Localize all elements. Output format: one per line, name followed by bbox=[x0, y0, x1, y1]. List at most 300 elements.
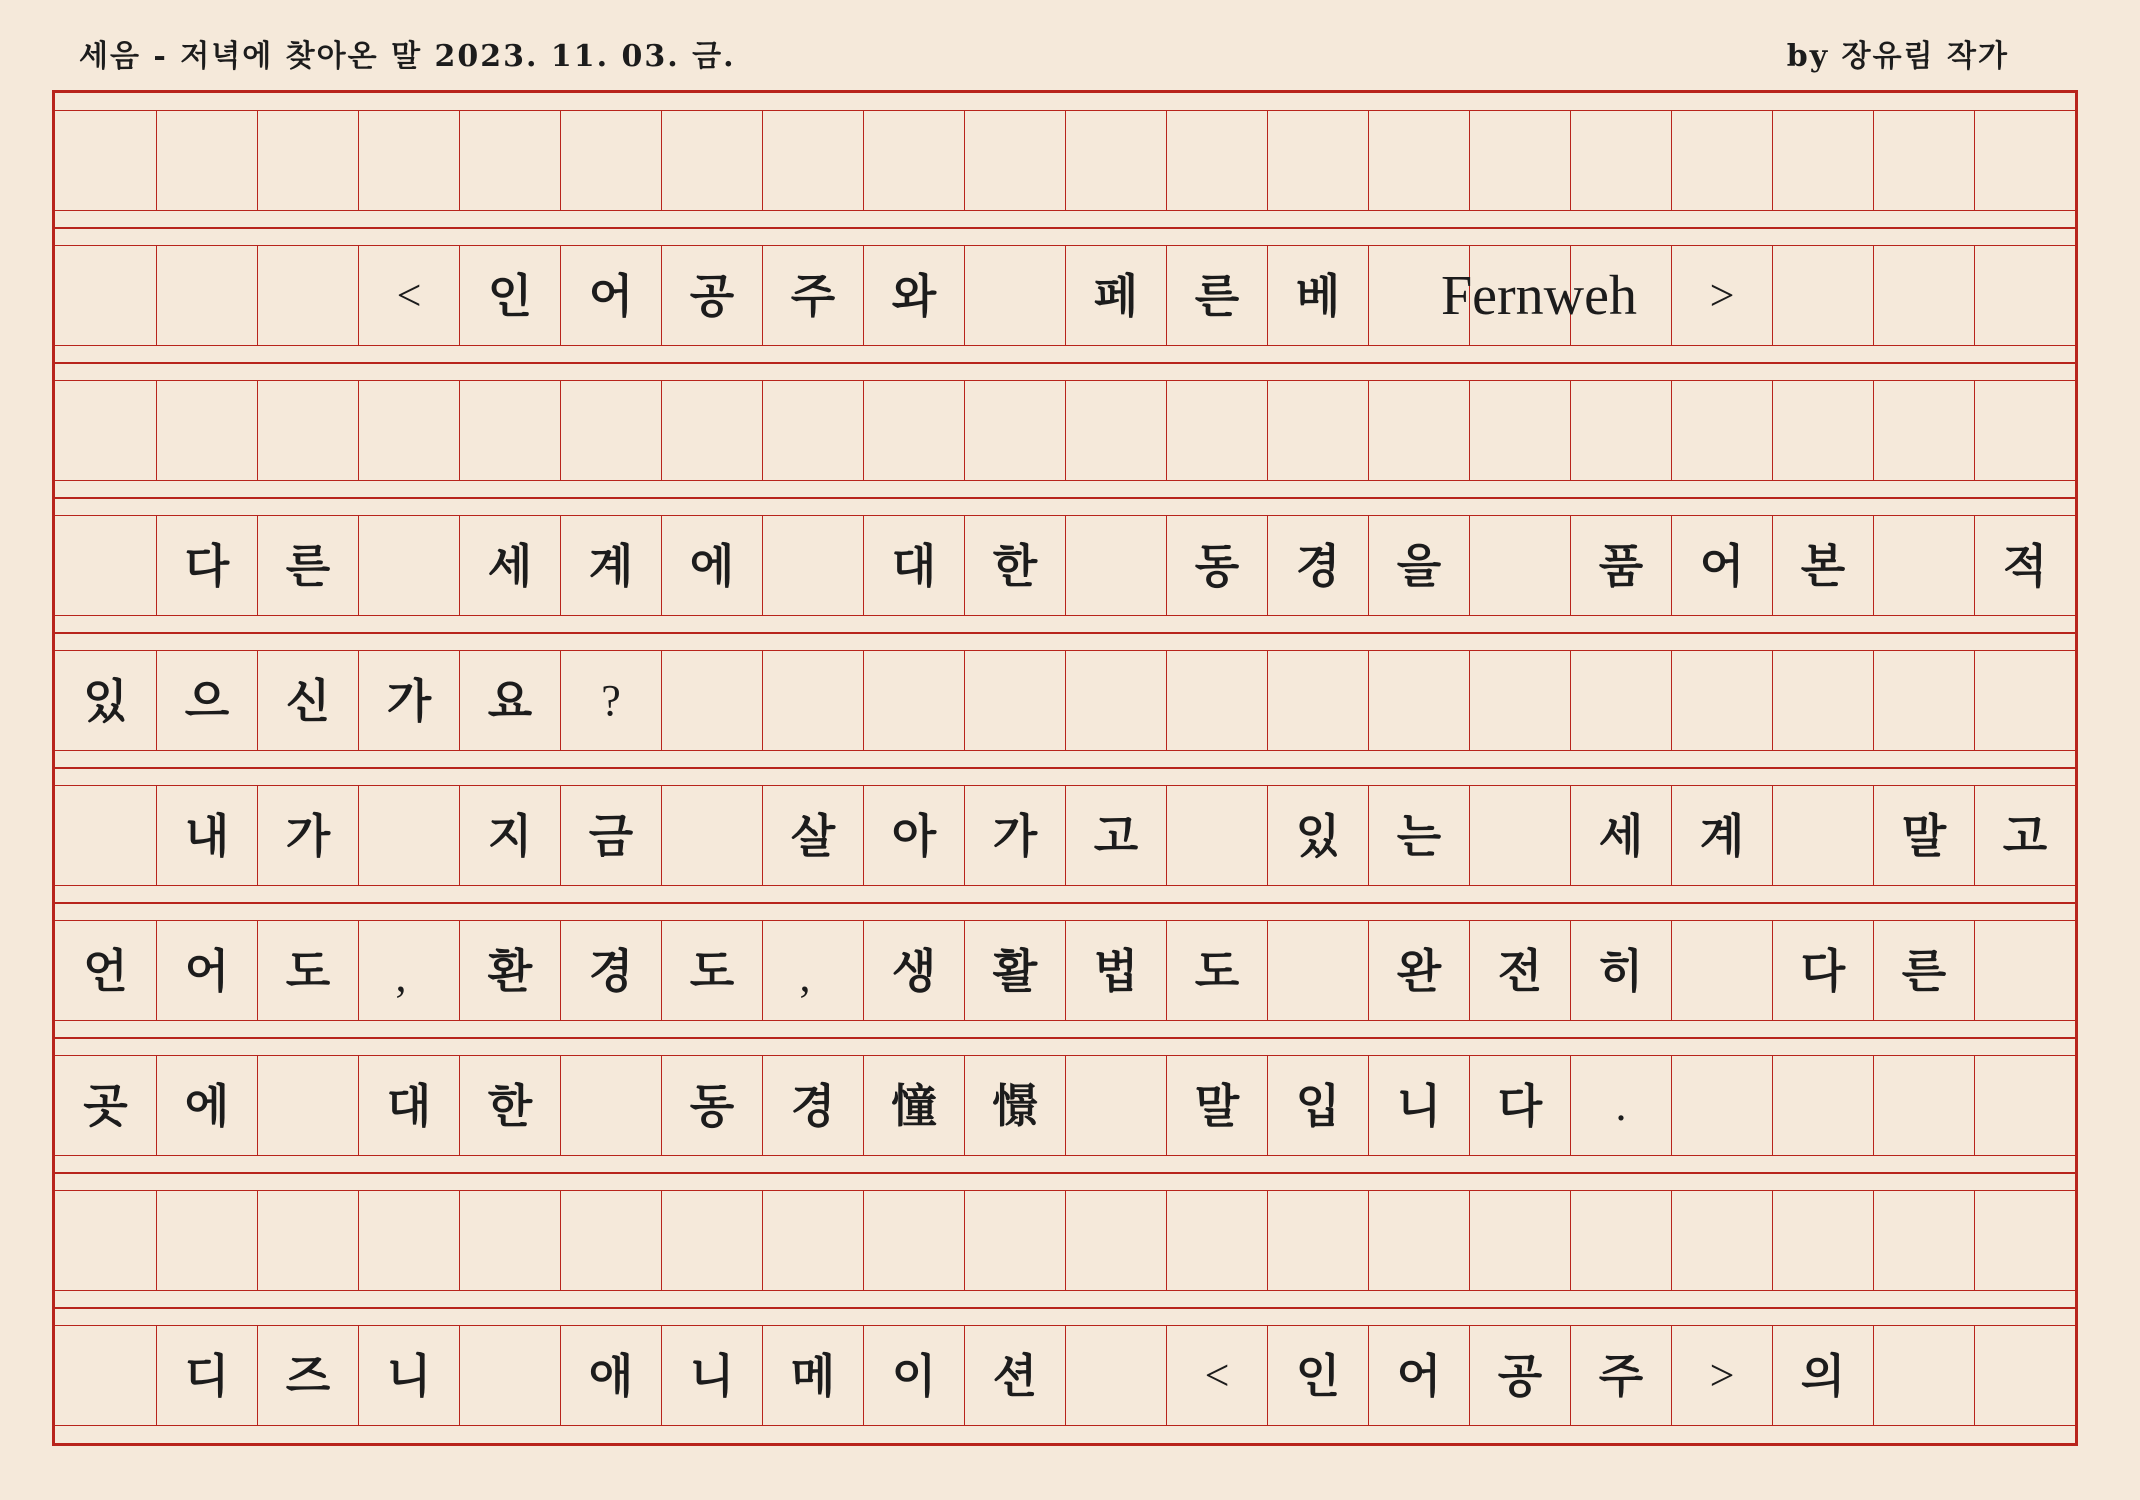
empty-manuscript-cell bbox=[863, 111, 964, 210]
cell-character: 와 bbox=[891, 268, 937, 323]
empty-manuscript-cell bbox=[1873, 246, 1974, 345]
manuscript-cell bbox=[257, 786, 358, 885]
manuscript-cell bbox=[459, 651, 560, 750]
manuscript-cell bbox=[661, 246, 762, 345]
empty-manuscript-cell bbox=[55, 246, 156, 345]
cell-character: 공 bbox=[689, 268, 735, 323]
empty-manuscript-cell bbox=[560, 381, 661, 480]
empty-manuscript-cell bbox=[55, 1326, 156, 1425]
manuscript-cell bbox=[863, 516, 964, 615]
empty-manuscript-cell bbox=[1974, 381, 2075, 480]
empty-manuscript-cell bbox=[1570, 381, 1671, 480]
manuscript-cell bbox=[257, 516, 358, 615]
manuscript-cell bbox=[762, 246, 863, 345]
cell-character: 인 bbox=[1295, 1348, 1341, 1403]
manuscript-cell bbox=[964, 921, 1065, 1020]
manuscript-cell bbox=[1368, 1056, 1469, 1155]
empty-manuscript-cell bbox=[762, 516, 863, 615]
empty-manuscript-cell bbox=[1166, 786, 1267, 885]
cell-character: 憧 bbox=[891, 1078, 937, 1133]
empty-manuscript-cell bbox=[863, 1191, 964, 1290]
empty-manuscript-cell bbox=[358, 381, 459, 480]
cell-character: 곳 bbox=[83, 1078, 128, 1133]
manuscript-cell bbox=[358, 1326, 459, 1425]
cell-character: 환 bbox=[487, 943, 533, 998]
manuscript-cell bbox=[560, 921, 661, 1020]
cell-character: 베 bbox=[1295, 268, 1341, 323]
empty-manuscript-cell bbox=[661, 1191, 762, 1290]
cell-character: 공 bbox=[1497, 1348, 1543, 1403]
empty-manuscript-cell bbox=[1166, 651, 1267, 750]
empty-manuscript-cell bbox=[1065, 516, 1166, 615]
cell-character: 디 bbox=[184, 1348, 230, 1403]
empty-manuscript-cell bbox=[1671, 1056, 1772, 1155]
cell-character: 어 bbox=[1396, 1348, 1442, 1403]
cell-character: 른 bbox=[1194, 268, 1240, 323]
manuscript-row-cells bbox=[55, 785, 2075, 886]
cell-character: 경 bbox=[790, 1078, 836, 1133]
cell-character: 한 bbox=[992, 538, 1038, 593]
empty-manuscript-cell bbox=[1368, 651, 1469, 750]
empty-manuscript-cell bbox=[1873, 516, 1974, 615]
empty-manuscript-cell bbox=[156, 381, 257, 480]
cell-character: . bbox=[1615, 1080, 1627, 1130]
empty-manuscript-cell bbox=[1065, 1056, 1166, 1155]
empty-manuscript-cell bbox=[661, 381, 762, 480]
cell-character: 살 bbox=[790, 808, 836, 863]
empty-manuscript-cell bbox=[358, 1191, 459, 1290]
manuscript-cell bbox=[1469, 1326, 1570, 1425]
cell-character: 도 bbox=[1194, 943, 1240, 998]
cell-character: 즈 bbox=[285, 1348, 331, 1403]
manuscript-cell bbox=[257, 1326, 358, 1425]
empty-manuscript-cell bbox=[1974, 921, 2075, 1020]
cell-character: 애 bbox=[588, 1348, 634, 1403]
cell-character: Fernweh bbox=[1441, 264, 1637, 327]
manuscript-cell bbox=[1873, 921, 1974, 1020]
manuscript-cell bbox=[560, 651, 661, 750]
cell-character: 계 bbox=[588, 538, 634, 593]
empty-manuscript-cell bbox=[55, 381, 156, 480]
manuscript-cell bbox=[459, 1056, 560, 1155]
cell-character: 에 bbox=[689, 538, 735, 593]
empty-manuscript-cell bbox=[1166, 111, 1267, 210]
empty-manuscript-cell bbox=[1873, 381, 1974, 480]
manuscript-cell bbox=[55, 651, 156, 750]
manuscript-cell bbox=[661, 1056, 762, 1155]
cell-character: 니 bbox=[689, 1348, 735, 1403]
manuscript-cell bbox=[1166, 921, 1267, 1020]
empty-manuscript-cell bbox=[762, 111, 863, 210]
empty-manuscript-cell bbox=[257, 1191, 358, 1290]
manuscript-cell bbox=[964, 516, 1065, 615]
empty-manuscript-cell bbox=[257, 1056, 358, 1155]
manuscript-cell bbox=[1267, 516, 1368, 615]
manuscript-cell bbox=[762, 786, 863, 885]
cell-character: 요 bbox=[487, 673, 533, 728]
cell-character: 어 bbox=[1699, 538, 1745, 593]
manuscript-row bbox=[55, 903, 2075, 1038]
cell-character: 고 bbox=[2002, 808, 2048, 863]
author-byline: by 장유림 작가 bbox=[1786, 39, 2009, 74]
empty-manuscript-cell bbox=[156, 1191, 257, 1290]
cell-character: 주 bbox=[1598, 1348, 1644, 1403]
empty-manuscript-cell bbox=[1772, 786, 1873, 885]
empty-manuscript-cell bbox=[1065, 1191, 1166, 1290]
empty-manuscript-cell bbox=[1065, 651, 1166, 750]
empty-manuscript-cell bbox=[1267, 921, 1368, 1020]
empty-manuscript-cell bbox=[55, 786, 156, 885]
cell-character: 션 bbox=[992, 1348, 1038, 1403]
empty-manuscript-cell bbox=[1974, 1326, 2075, 1425]
cell-character: 세 bbox=[1598, 808, 1644, 863]
empty-manuscript-cell bbox=[1772, 111, 1873, 210]
cell-character: 고 bbox=[1093, 808, 1139, 863]
empty-manuscript-cell bbox=[1974, 651, 2075, 750]
manuscript-cell bbox=[762, 921, 863, 1020]
manuscript-cell bbox=[257, 921, 358, 1020]
cell-character: 니 bbox=[1396, 1078, 1442, 1133]
empty-manuscript-cell bbox=[1267, 1191, 1368, 1290]
manuscript-cell bbox=[358, 651, 459, 750]
cell-character: 가 bbox=[992, 808, 1038, 863]
manuscript-cell bbox=[1469, 921, 1570, 1020]
empty-manuscript-cell bbox=[257, 381, 358, 480]
manuscript-row-cells bbox=[55, 1055, 2075, 1156]
empty-manuscript-cell bbox=[1671, 111, 1772, 210]
cell-character: < bbox=[396, 270, 422, 320]
empty-manuscript-cell bbox=[661, 111, 762, 210]
cell-character: 전 bbox=[1497, 943, 1543, 998]
cell-character: 있 bbox=[1295, 808, 1341, 863]
manuscript-cell bbox=[1267, 246, 1368, 345]
empty-manuscript-cell bbox=[1873, 1056, 1974, 1155]
empty-manuscript-cell bbox=[1873, 1191, 1974, 1290]
cell-character: 본 bbox=[1800, 538, 1846, 593]
manuscript-cell bbox=[661, 516, 762, 615]
cell-character: > bbox=[1709, 270, 1735, 320]
cell-character: 말 bbox=[1194, 1078, 1240, 1133]
cell-character: 메 bbox=[790, 1348, 836, 1403]
empty-manuscript-cell bbox=[257, 246, 358, 345]
cell-character: 주 bbox=[790, 268, 836, 323]
manuscript-cell bbox=[560, 1326, 661, 1425]
manuscript-cell bbox=[1873, 786, 1974, 885]
manuscript-cell bbox=[1772, 516, 1873, 615]
cell-character: 법 bbox=[1093, 943, 1139, 998]
empty-manuscript-cell bbox=[1772, 1191, 1873, 1290]
cell-character: 계 bbox=[1699, 808, 1745, 863]
empty-manuscript-cell bbox=[55, 1191, 156, 1290]
empty-manuscript-cell bbox=[964, 111, 1065, 210]
empty-manuscript-cell bbox=[1469, 786, 1570, 885]
cell-character: 른 bbox=[1901, 943, 1947, 998]
empty-manuscript-cell bbox=[358, 111, 459, 210]
empty-manuscript-cell bbox=[1469, 381, 1570, 480]
cell-character: < bbox=[1204, 1350, 1230, 1400]
manuscript-cell bbox=[1570, 1056, 1671, 1155]
empty-manuscript-cell bbox=[1267, 651, 1368, 750]
cell-character: 세 bbox=[487, 538, 533, 593]
cell-character: 에 bbox=[184, 1078, 230, 1133]
manuscript-row bbox=[55, 1308, 2075, 1443]
empty-manuscript-cell bbox=[1267, 381, 1368, 480]
manuscript-row bbox=[55, 363, 2075, 498]
cell-character: 른 bbox=[285, 538, 331, 593]
cell-character: 대 bbox=[386, 1078, 432, 1133]
manuscript-cell bbox=[1267, 786, 1368, 885]
empty-manuscript-cell bbox=[1974, 1056, 2075, 1155]
manuscript-cell bbox=[1974, 786, 2075, 885]
cell-character: 대 bbox=[891, 538, 937, 593]
empty-manuscript-cell bbox=[1873, 111, 1974, 210]
empty-manuscript-cell bbox=[964, 246, 1065, 345]
empty-manuscript-cell bbox=[661, 651, 762, 750]
cell-character: ? bbox=[601, 675, 621, 725]
cell-character: 도 bbox=[285, 943, 331, 998]
manuscript-cell bbox=[560, 786, 661, 885]
empty-manuscript-cell bbox=[863, 381, 964, 480]
empty-manuscript-cell bbox=[1368, 1191, 1469, 1290]
manuscript-cell bbox=[257, 651, 358, 750]
empty-manuscript-cell bbox=[964, 651, 1065, 750]
empty-manuscript-cell bbox=[1974, 111, 2075, 210]
empty-manuscript-cell bbox=[156, 246, 257, 345]
empty-manuscript-cell bbox=[1974, 1191, 2075, 1290]
cell-character: 어 bbox=[184, 943, 230, 998]
page-header-title: 세음 - 저녁에 찾아온 말 2023. 11. 03. 금. bbox=[79, 39, 736, 74]
cell-character: 한 bbox=[487, 1078, 533, 1133]
empty-manuscript-cell bbox=[1974, 246, 2075, 345]
cell-character: 경 bbox=[1295, 538, 1341, 593]
manuscript-cell bbox=[762, 1326, 863, 1425]
cell-character: 동 bbox=[689, 1078, 735, 1133]
manuscript-cell bbox=[1166, 1056, 1267, 1155]
cell-character: 금 bbox=[588, 808, 634, 863]
empty-manuscript-cell bbox=[358, 516, 459, 615]
cell-character: 도 bbox=[689, 943, 735, 998]
empty-manuscript-cell bbox=[55, 111, 156, 210]
cell-character: 다 bbox=[1497, 1078, 1543, 1133]
manuscript-cell bbox=[863, 921, 964, 1020]
cell-character: 가 bbox=[386, 673, 432, 728]
manuscript-cell bbox=[1570, 786, 1671, 885]
manuscript-cell bbox=[964, 786, 1065, 885]
manuscript-row-cells bbox=[55, 1190, 2075, 1291]
empty-manuscript-cell bbox=[1570, 651, 1671, 750]
manuscript-cell bbox=[863, 246, 964, 345]
empty-manuscript-cell bbox=[1166, 1191, 1267, 1290]
manuscript-cell bbox=[1166, 516, 1267, 615]
empty-manuscript-cell bbox=[560, 111, 661, 210]
empty-manuscript-cell bbox=[1671, 921, 1772, 1020]
empty-manuscript-cell bbox=[1065, 111, 1166, 210]
manuscript-cell bbox=[156, 921, 257, 1020]
manuscript-row-cells bbox=[55, 1325, 2075, 1426]
cell-character: 니 bbox=[386, 1348, 432, 1403]
empty-manuscript-cell bbox=[964, 381, 1065, 480]
empty-manuscript-cell bbox=[1368, 111, 1469, 210]
manuscript-cell bbox=[1570, 516, 1671, 615]
manuscript-row-cells bbox=[55, 920, 2075, 1021]
cell-character: 는 bbox=[1396, 808, 1442, 863]
manuscript-cell bbox=[1065, 786, 1166, 885]
empty-manuscript-cell bbox=[1772, 1056, 1873, 1155]
manuscript-cell bbox=[1368, 516, 1469, 615]
manuscript-cell bbox=[1267, 1326, 1368, 1425]
manuscript-cell bbox=[1570, 1326, 1671, 1425]
manuscript-cell bbox=[560, 246, 661, 345]
manuscript-cell bbox=[156, 651, 257, 750]
manuscript-cell bbox=[661, 921, 762, 1020]
empty-manuscript-cell bbox=[1469, 651, 1570, 750]
manuscript-cell bbox=[1166, 1326, 1267, 1425]
empty-manuscript-cell bbox=[1873, 1326, 1974, 1425]
manuscript-row-cells bbox=[55, 245, 2075, 346]
empty-manuscript-cell bbox=[1772, 651, 1873, 750]
manuscript-row-cells bbox=[55, 380, 2075, 481]
empty-manuscript-cell bbox=[1570, 111, 1671, 210]
manuscript-cell bbox=[1671, 1326, 1772, 1425]
manuscript-cell bbox=[1671, 516, 1772, 615]
empty-manuscript-cell bbox=[762, 651, 863, 750]
cell-character: 다 bbox=[1800, 943, 1846, 998]
manuscript-cell bbox=[156, 786, 257, 885]
cell-character: 입 bbox=[1295, 1078, 1341, 1133]
cell-character: 동 bbox=[1194, 538, 1240, 593]
empty-manuscript-cell bbox=[1671, 1191, 1772, 1290]
manuscript-cell bbox=[1671, 786, 1772, 885]
manuscript-row-cells bbox=[55, 650, 2075, 751]
cell-character: , bbox=[395, 951, 407, 1001]
empty-manuscript-cell bbox=[1772, 381, 1873, 480]
cell-character: 활 bbox=[992, 943, 1038, 998]
manuscript-cell bbox=[863, 1326, 964, 1425]
cell-character: 말 bbox=[1901, 808, 1947, 863]
cell-character: 경 bbox=[588, 943, 634, 998]
empty-manuscript-cell bbox=[55, 516, 156, 615]
empty-manuscript-cell bbox=[1166, 381, 1267, 480]
cell-character: 완 bbox=[1396, 943, 1442, 998]
manuscript-cell bbox=[358, 921, 459, 1020]
manuscript-cell bbox=[1469, 1056, 1570, 1155]
empty-manuscript-cell bbox=[1065, 381, 1166, 480]
manuscript-row bbox=[55, 228, 2075, 363]
empty-manuscript-cell bbox=[762, 1191, 863, 1290]
manuscript-row bbox=[55, 1038, 2075, 1173]
cell-character: 신 bbox=[285, 673, 331, 728]
manuscript-row-cells bbox=[55, 110, 2075, 211]
cell-character: 페 bbox=[1093, 268, 1139, 323]
empty-manuscript-cell bbox=[156, 111, 257, 210]
empty-manuscript-cell bbox=[1671, 381, 1772, 480]
cell-character: 으 bbox=[184, 673, 230, 728]
manuscript-row bbox=[55, 1173, 2075, 1308]
empty-manuscript-cell bbox=[1772, 246, 1873, 345]
manuscript-cell bbox=[1267, 1056, 1368, 1155]
cell-character: 내 bbox=[184, 808, 230, 863]
empty-manuscript-cell bbox=[560, 1056, 661, 1155]
manuscript-cell bbox=[1368, 246, 1637, 345]
manuscript-cell bbox=[863, 786, 964, 885]
manuscript-cell bbox=[1772, 1326, 1873, 1425]
empty-manuscript-cell bbox=[964, 1191, 1065, 1290]
empty-manuscript-cell bbox=[1469, 111, 1570, 210]
manuscript-cell bbox=[1368, 786, 1469, 885]
manuscript-row bbox=[55, 768, 2075, 903]
empty-manuscript-cell bbox=[1469, 516, 1570, 615]
empty-manuscript-cell bbox=[1065, 1326, 1166, 1425]
manuscript-cell bbox=[156, 1326, 257, 1425]
empty-manuscript-cell bbox=[661, 786, 762, 885]
empty-manuscript-cell bbox=[257, 111, 358, 210]
manuscript-cell bbox=[358, 246, 459, 345]
cell-character: 가 bbox=[285, 808, 331, 863]
empty-manuscript-cell bbox=[1368, 381, 1469, 480]
cell-character: 적 bbox=[2002, 538, 2048, 593]
cell-character: 다 bbox=[184, 538, 230, 593]
empty-manuscript-cell bbox=[863, 651, 964, 750]
empty-manuscript-cell bbox=[358, 786, 459, 885]
cell-character: 있 bbox=[83, 673, 128, 728]
manuscript-cell bbox=[156, 516, 257, 615]
manuscript-cell bbox=[1772, 921, 1873, 1020]
manuscript-cell bbox=[560, 516, 661, 615]
manuscript-cell bbox=[1671, 246, 1772, 345]
manuscript-row bbox=[55, 498, 2075, 633]
cell-character: 어 bbox=[588, 268, 634, 323]
manuscript-cell bbox=[459, 921, 560, 1020]
empty-manuscript-cell bbox=[1267, 111, 1368, 210]
cell-character: 을 bbox=[1396, 538, 1442, 593]
cell-character: 아 bbox=[891, 808, 937, 863]
manuscript-cell bbox=[55, 1056, 156, 1155]
empty-manuscript-cell bbox=[762, 381, 863, 480]
manuscript-cell bbox=[964, 1326, 1065, 1425]
manuscript-cell bbox=[1065, 921, 1166, 1020]
manuscript-cell bbox=[863, 1056, 964, 1155]
manuscript-cell bbox=[1368, 1326, 1469, 1425]
manuscript-row-cells bbox=[55, 515, 2075, 616]
cell-character: 憬 bbox=[992, 1078, 1038, 1133]
manuscript-cell bbox=[459, 786, 560, 885]
empty-manuscript-cell bbox=[459, 1326, 560, 1425]
cell-character: , bbox=[799, 951, 811, 1001]
manuscript-cell bbox=[1065, 246, 1166, 345]
cell-character: 히 bbox=[1598, 943, 1644, 998]
cell-character: > bbox=[1709, 1350, 1735, 1400]
manuscript-cell bbox=[1974, 516, 2075, 615]
manuscript-cell bbox=[156, 1056, 257, 1155]
manuscript-cell bbox=[1368, 921, 1469, 1020]
cell-character: 이 bbox=[891, 1348, 937, 1403]
manuscript-cell bbox=[459, 516, 560, 615]
manuscript-cell bbox=[55, 921, 156, 1020]
manuscript-cell bbox=[762, 1056, 863, 1155]
empty-manuscript-cell bbox=[1469, 1191, 1570, 1290]
cell-character: 지 bbox=[487, 808, 533, 863]
cell-character: 품 bbox=[1598, 538, 1644, 593]
manuscript-row bbox=[55, 93, 2075, 228]
empty-manuscript-cell bbox=[1671, 651, 1772, 750]
manuscript-cell bbox=[661, 1326, 762, 1425]
manuscript-cell bbox=[1166, 246, 1267, 345]
empty-manuscript-cell bbox=[459, 111, 560, 210]
manuscript-cell bbox=[1570, 921, 1671, 1020]
manuscript-cell bbox=[459, 246, 560, 345]
empty-manuscript-cell bbox=[459, 381, 560, 480]
empty-manuscript-cell bbox=[560, 1191, 661, 1290]
